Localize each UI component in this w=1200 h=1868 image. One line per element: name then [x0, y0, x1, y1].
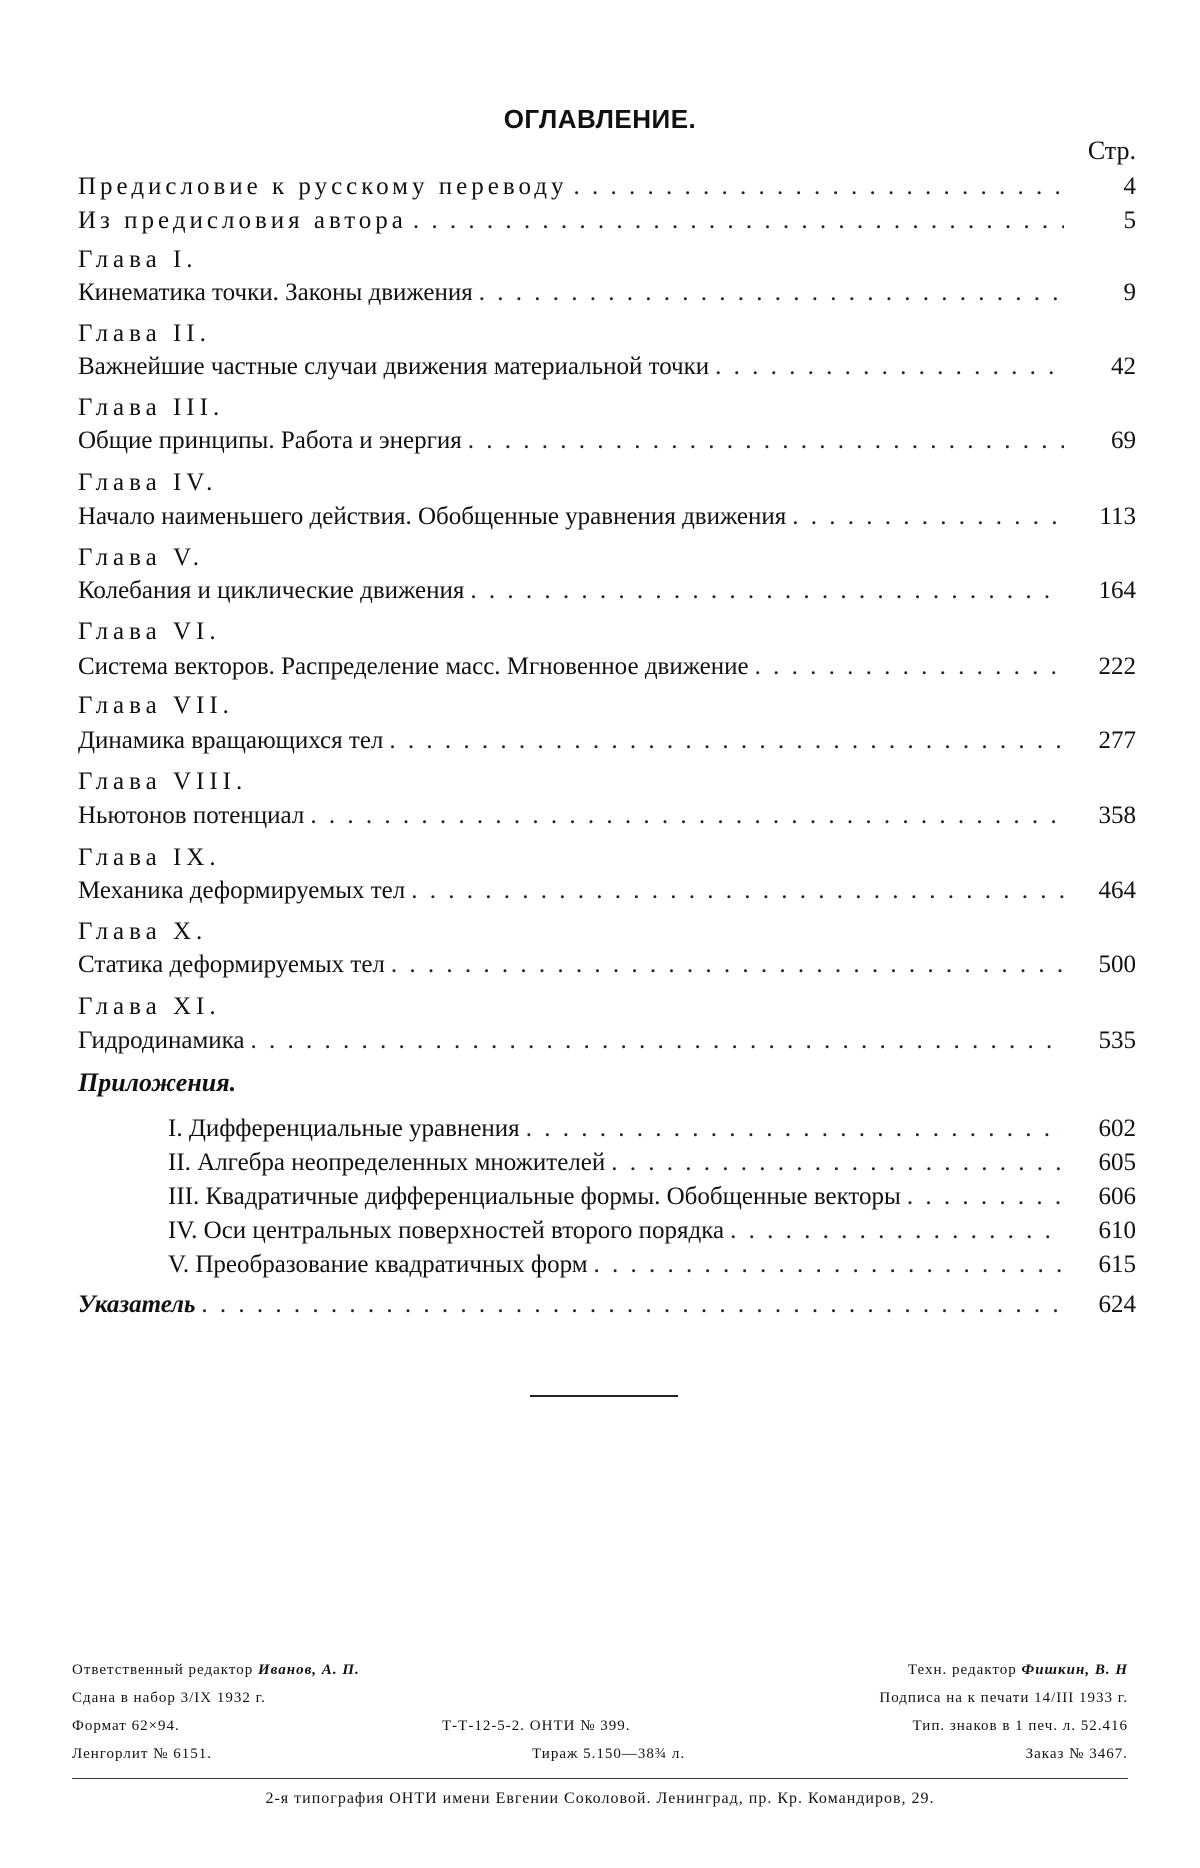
- toc-entry-page: 624: [1098, 1291, 1136, 1318]
- toc-entry-preface-translation[interactable]: [78, 168, 1136, 202]
- chapter-heading: Глава IV.: [78, 469, 218, 496]
- chars-per-sheet: Тип. знаков в 1 печ. л. 52.416: [912, 1718, 1128, 1734]
- leader-dots: [411, 876, 1064, 906]
- toc-entry-page: 69: [1111, 427, 1136, 454]
- toc-entry-label: I. Дифференциальные уравнения: [168, 1115, 520, 1142]
- chapter-heading: Глава XI.: [78, 993, 221, 1020]
- leader-dots: [413, 206, 1064, 236]
- toc-entry-page: 464: [1098, 877, 1136, 904]
- order-number: Заказ № 3467.: [1025, 1746, 1128, 1762]
- toc-entry-label: V. Преобразование квадратичных форм: [168, 1251, 588, 1278]
- toc-entry-label: Важнейшие частные случаи движения материальной точки: [78, 353, 710, 380]
- toc-entry-label: Указатель: [78, 1291, 196, 1318]
- toc-entry-appendix-3[interactable]: [78, 1178, 1136, 1212]
- toc-entry-page: 113: [1099, 503, 1136, 530]
- chapter-heading: Глава X.: [78, 918, 208, 945]
- responsible-editor-name: Иванов, А. П.: [258, 1662, 360, 1678]
- chapter-heading: Глава II.: [78, 320, 211, 347]
- format: Формат 62×94.: [72, 1718, 180, 1734]
- toc-entry-label: Механика деформируемых тел: [78, 877, 406, 904]
- imprint-divider: [72, 1778, 1128, 1779]
- imprint-line-format: [72, 1718, 1128, 1740]
- toc-entry-label: Колебания и циклические движения: [78, 577, 465, 604]
- toc-entry-chapter-5[interactable]: [78, 572, 1136, 606]
- leader-dots: [470, 576, 1064, 606]
- imprint-line-dates: [72, 1690, 1128, 1712]
- leader-dots: [391, 950, 1064, 980]
- leader-dots: [251, 1026, 1064, 1056]
- submitted-date: Сдана в набор 3/IX 1932 г.: [72, 1690, 266, 1706]
- chapter-heading: Глава V.: [78, 544, 205, 571]
- toc-entry-chapter-1[interactable]: [78, 274, 1136, 308]
- leader-dots: [201, 1290, 1064, 1320]
- leader-dots: [611, 1148, 1064, 1178]
- leader-dots: [715, 352, 1064, 382]
- imprint-line-editors: [72, 1662, 1128, 1684]
- toc-entry-label: Общие принципы. Работа и энергия: [78, 427, 462, 454]
- chapter-heading: Глава III.: [78, 394, 225, 421]
- chapter-heading: Глава I.: [78, 246, 198, 273]
- toc-entry-label: Динамика вращающихся тел: [78, 727, 384, 754]
- toc-entry-label: Система векторов. Распределение масс. Мгновенное движение: [78, 653, 749, 680]
- toc-entry-label: Из предисловия автора: [78, 207, 407, 234]
- toc-entry-chapter-8[interactable]: [78, 797, 1136, 831]
- tech-editor-name: Фишкин, В. Н: [1021, 1662, 1128, 1678]
- toc-entry-chapter-3[interactable]: [78, 422, 1136, 456]
- toc-entry-label: Начало наименьшего действия. Обобщенные уравнения движения: [78, 503, 787, 530]
- censor-number: Ленгорлит № 6151.: [72, 1746, 212, 1762]
- section-divider: [530, 1395, 678, 1397]
- chapter-heading: Глава VIII.: [78, 768, 248, 795]
- toc-entry-label: Статика деформируемых тел: [78, 951, 385, 978]
- toc-entry-page: 610: [1098, 1217, 1136, 1244]
- leader-dots: [468, 426, 1064, 456]
- toc-entry-page: 5: [1123, 207, 1136, 234]
- toc-entry-label: Гидродинамика: [78, 1027, 245, 1054]
- chapter-heading: Глава VII.: [78, 692, 234, 719]
- toc-entry-chapter-9[interactable]: [78, 872, 1136, 906]
- toc-entry-chapter-7[interactable]: [78, 722, 1136, 756]
- leader-dots: [479, 278, 1064, 308]
- toc-entry-label: III. Квадратичные дифференциальные формы. Обобщенные векторы: [168, 1183, 901, 1210]
- tech-editor-label: Техн. редактор: [907, 1662, 1017, 1678]
- toc-entry-page: 9: [1123, 279, 1136, 306]
- toc-entry-label: Предисловие к русскому переводу: [78, 173, 568, 200]
- leader-dots: [526, 1114, 1064, 1144]
- toc-entry-index[interactable]: [78, 1286, 1136, 1320]
- toc-entry-page: 500: [1098, 951, 1136, 978]
- toc-entry-label: Кинематика точки. Законы движения: [78, 279, 473, 306]
- toc-entry-label: II. Алгебра неопределенных множителей: [168, 1149, 606, 1176]
- toc-entry-appendix-4[interactable]: [78, 1212, 1136, 1246]
- toc-entry-page: 605: [1098, 1149, 1136, 1176]
- leader-dots: [310, 801, 1064, 831]
- publisher-code: Т-Т-12-5-2. ОНТИ № 399.: [442, 1718, 631, 1734]
- toc-entry-label: IV. Оси центральных поверхностей второго порядка: [168, 1217, 725, 1244]
- chapter-heading: Глава VI.: [78, 618, 221, 645]
- leader-dots: [755, 652, 1064, 682]
- page-column-label: Стр.: [1087, 136, 1136, 165]
- toc-entry-page: 277: [1098, 727, 1136, 754]
- toc-entry-page: 615: [1098, 1251, 1136, 1278]
- toc-entry-appendix-5[interactable]: [78, 1246, 1136, 1280]
- leader-dots: [594, 1250, 1064, 1280]
- print-run: Тираж 5.150—38¾ л.: [532, 1746, 686, 1762]
- toc-entry-page: 602: [1098, 1115, 1136, 1142]
- tech-editor: [908, 1662, 1128, 1679]
- toc-entry-page: 222: [1098, 653, 1136, 680]
- page-title: ОГЛАВЛЕНИЕ.: [503, 104, 697, 134]
- toc-entry-author-preface[interactable]: [78, 202, 1136, 236]
- responsible-editor: [72, 1662, 360, 1679]
- chapter-heading: Глава IX.: [78, 844, 221, 871]
- toc-entry-page: 358: [1098, 802, 1136, 829]
- toc-entry-page: 4: [1123, 173, 1136, 200]
- toc-entry-page: 606: [1098, 1183, 1136, 1210]
- toc-entry-chapter-4[interactable]: [78, 498, 1136, 532]
- toc-entry-chapter-6[interactable]: [78, 648, 1136, 682]
- toc-entry-chapter-2[interactable]: [78, 348, 1136, 382]
- toc-entry-chapter-11[interactable]: [78, 1022, 1136, 1056]
- toc-entry-label: Ньютонов потенциал: [78, 802, 305, 829]
- toc-entry-page: 42: [1111, 353, 1136, 380]
- toc-entry-page: 164: [1098, 577, 1136, 604]
- imprint-line-run: [72, 1746, 1128, 1768]
- toc-entry-chapter-10[interactable]: [78, 946, 1136, 980]
- toc-entry-appendix-1[interactable]: [78, 1110, 1136, 1144]
- appendix-heading: Приложения.: [78, 1068, 237, 1097]
- signed-date: Подписа на к печати 14/III 1933 г.: [879, 1690, 1128, 1706]
- leader-dots: [389, 726, 1064, 756]
- leader-dots: [907, 1182, 1064, 1212]
- toc-entry-page: 535: [1098, 1027, 1136, 1054]
- leader-dots: [573, 172, 1064, 202]
- toc-entry-appendix-2[interactable]: [78, 1144, 1136, 1178]
- printer-line: 2-я типография ОНТИ имени Евгении Соколовой. Ленинград, пр. Кр. Командиров, 29.: [265, 1790, 935, 1807]
- leader-dots: [730, 1216, 1064, 1246]
- responsible-editor-label: Ответственный редактор: [72, 1662, 254, 1678]
- leader-dots: [792, 502, 1064, 532]
